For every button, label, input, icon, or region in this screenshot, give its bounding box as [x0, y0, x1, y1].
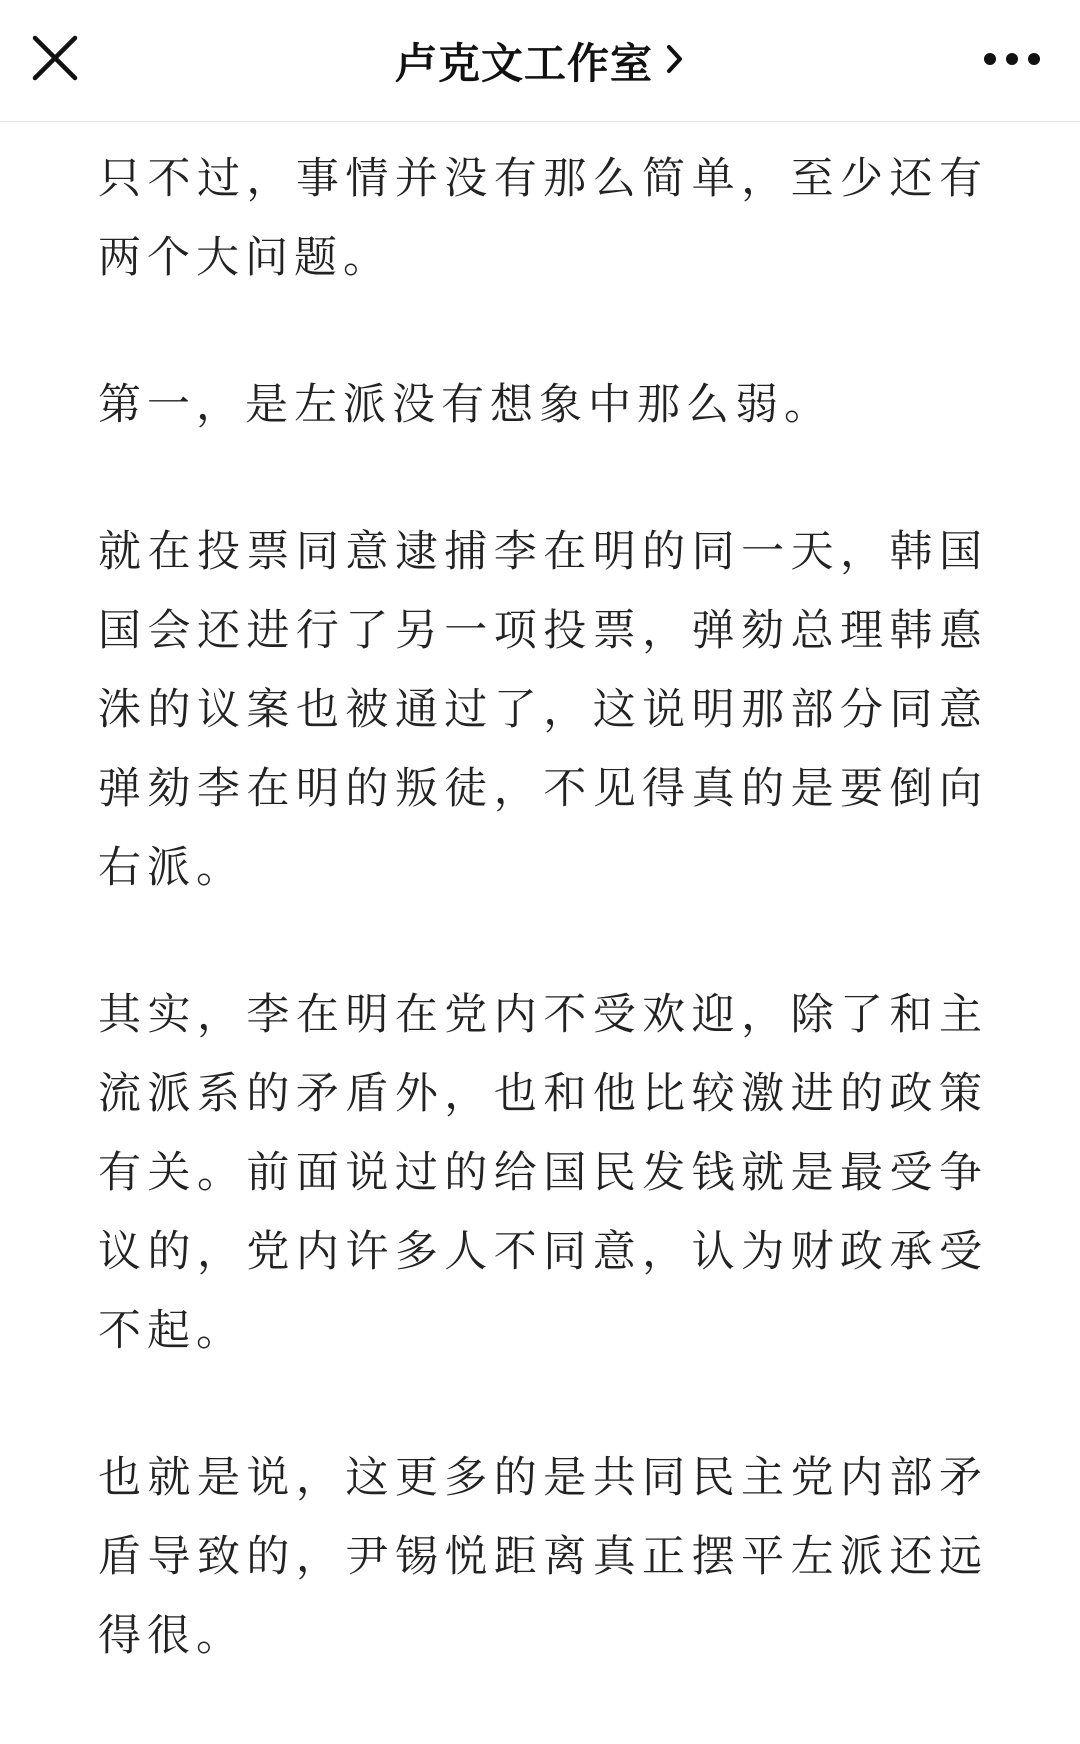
- article-paragraph: 就在投票同意逮捕李在明的同一天，韩国国会还进行了另一项投票，弹劾总理韩悳洙的议案也被通过了，这说明那部分同意弹劾李在明的叛徒，不见得真的是要倒向右派。: [98, 527, 988, 893]
- article-body: [98, 140, 988, 1744]
- page-title: 卢克文工作室: [394, 39, 653, 88]
- account-title-link[interactable]: [0, 0, 1080, 122]
- article-paragraph: 第一，是左派没有想象中那么弱。: [98, 380, 833, 430]
- article-paragraph: 只不过，事情并没有那么简单，至少还有两个大问题。: [98, 154, 988, 283]
- more-button[interactable]: [974, 36, 1050, 82]
- article-paragraph: 其实，李在明在党内不受欢迎，除了和主流派系的矛盾外，也和他比较激进的政策有关。前面说过的给国民发钱就是最受争议的，党内许多人不同意，认为财政承受不起。: [98, 990, 988, 1356]
- more-icon: [974, 36, 1050, 82]
- nav-bar: [0, 0, 1080, 122]
- chevron-right-icon: [665, 42, 685, 80]
- article-paragraph: 也就是说，这更多的是共同民主党内部矛盾导致的，尹锡悦距离真正摆平左派还远得很。: [98, 1453, 988, 1661]
